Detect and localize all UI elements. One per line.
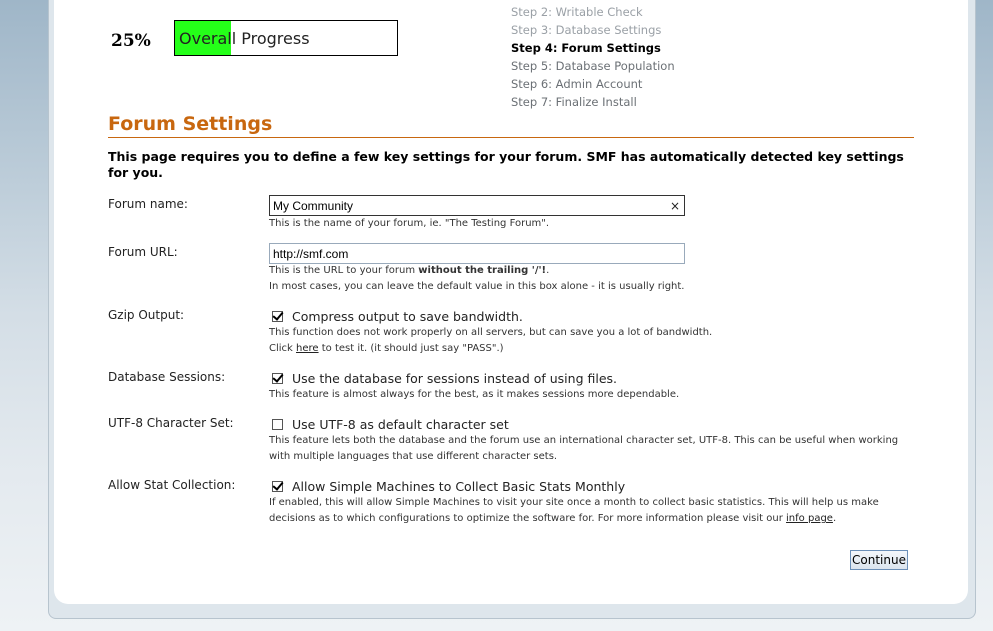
overall-progress-bar — [174, 20, 398, 56]
db-sessions-option-label: Use the database for sessions instead of using files. — [292, 371, 618, 386]
forum-name-input[interactable] — [269, 195, 685, 216]
gzip-hint-2-end: to test it. (it should just say "PASS".) — [318, 343, 504, 354]
forum-url-input[interactable] — [269, 243, 685, 264]
stats-hint-2 — [269, 511, 836, 527]
stats-hint-2-end: . — [832, 513, 837, 524]
gzip-hint-2-text: Click — [269, 343, 297, 354]
stats-option-label: Allow Simple Machines to Collect Basic Stats Monthly — [292, 479, 626, 494]
clear-icon[interactable]: × — [670, 199, 681, 213]
utf8-option-label: Use UTF-8 as default character set — [292, 417, 509, 432]
gzip-hint-2 — [269, 341, 504, 357]
info-page-link[interactable]: info page — [786, 513, 833, 524]
stats-hint: If enabled, this will allow Simple Machines to visit your site once a month to collect basic statistics. This will help us make — [269, 497, 879, 508]
step-item: Step 6: Admin Account — [511, 77, 643, 91]
db-sessions-hint: This feature is almost always for the best, as it makes sessions more dependable. — [269, 389, 680, 400]
progress-label: Overall Progress — [179, 29, 310, 48]
forum-url-label: Forum URL: — [108, 245, 178, 259]
step-item: Step 2: Writable Check — [511, 5, 643, 19]
gzip-option-label: Compress output to save bandwidth. — [292, 309, 523, 324]
db-sessions-checkbox[interactable] — [272, 373, 283, 384]
progress-percent: 25% — [111, 31, 151, 51]
stats-checkbox[interactable] — [272, 481, 283, 492]
gzip-label: Gzip Output: — [108, 308, 185, 322]
forum-url-hint-text: This is the URL to your forum — [269, 265, 419, 276]
stats-label: Allow Stat Collection: — [108, 478, 236, 492]
forum-name-label: Forum name: — [108, 197, 188, 211]
utf8-label: UTF-8 Character Set: — [108, 416, 234, 430]
gzip-hint: This function does not work properly on all servers, but can save you a lot of bandwidth. — [269, 327, 713, 338]
step-item: Step 3: Database Settings — [511, 23, 662, 37]
step-item: Step 5: Database Population — [511, 59, 675, 73]
stats-option[interactable] — [272, 479, 625, 494]
install-steps — [511, 3, 675, 111]
intro-text: This page requires you to define a few key settings for your forum. SMF has automatically detected key settings for you. — [108, 149, 904, 180]
step-item: Step 7: Finalize Install — [511, 95, 637, 109]
gzip-checkbox[interactable] — [272, 311, 283, 322]
utf8-option[interactable] — [272, 417, 509, 432]
forum-url-hint-2: In most cases, you can leave the default value in this box alone - it is usually right. — [269, 281, 685, 292]
utf8-hint-2: with multiple languages that use different character sets. — [269, 451, 558, 462]
forum-url-hint-bold: without the trailing '/'! — [418, 265, 547, 276]
gzip-option[interactable] — [272, 309, 523, 324]
stats-hint-2-text: decisions as to which configurations to optimize the software for. For more information please visit our — [269, 513, 787, 524]
db-sessions-option[interactable] — [272, 371, 617, 386]
forum-name-hint: This is the name of your forum, ie. "The Testing Forum". — [269, 218, 550, 229]
utf8-checkbox[interactable] — [272, 419, 283, 430]
step-item-current: Step 4: Forum Settings — [511, 41, 661, 55]
gzip-test-link[interactable]: here — [296, 343, 319, 354]
db-sessions-label: Database Sessions: — [108, 370, 226, 384]
page-title: Forum Settings — [108, 113, 914, 138]
utf8-hint: This feature lets both the database and the forum use an international character set, UTF-8. This can be useful when working — [269, 435, 899, 446]
forum-url-hint-end: . — [546, 265, 550, 276]
forum-url-hint — [269, 263, 549, 279]
continue-button[interactable]: Continue — [850, 550, 908, 570]
